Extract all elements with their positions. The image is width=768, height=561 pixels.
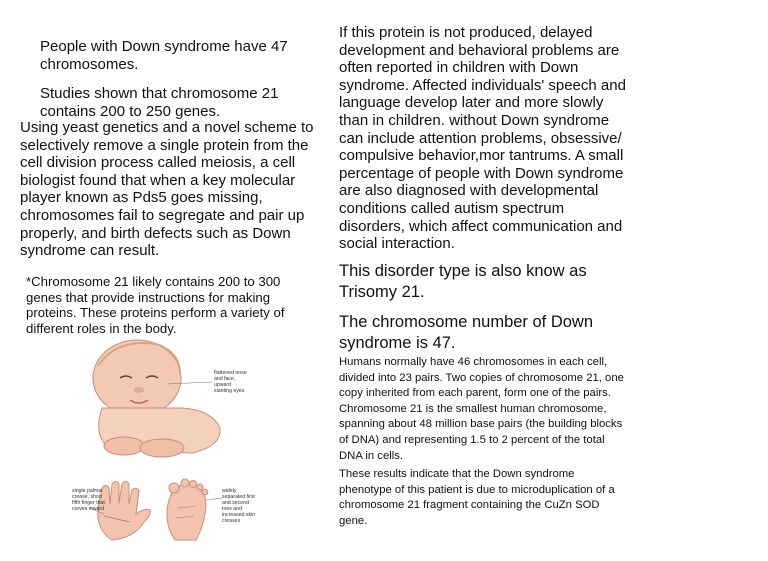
- right-paragraph-trisomy: This disorder type is also know as Trisomy 21.: [339, 262, 587, 301]
- right-paragraph-chromosome-number: The chromosome number of Down syndrome is 47.: [339, 313, 594, 352]
- right-paragraph-results: These results indicate that the Down syndrome phenotype of this patient is due to microduplication of a chromosome 21 fragment containing the CuZn SOD gene.: [339, 468, 615, 527]
- left-paragraph-chromosome-count: People with Down syndrome have 47 chromosomes.: [40, 38, 288, 73]
- right-paragraph-chromosome-pairs: Humans normally have 46 chromosomes in each cell, divided into 23 pairs. Two copies of chromosome 21, one copy inherited from each parent, form one of the pairs. Chromosome 21 is the smallest human chromosome, spanning about 48 million base pairs (the building blocks of DNA) and representing 1.5 to 2 percent of the total DNA in cells.: [339, 356, 624, 462]
- figure-label-face: flattened nose and face, upward slanting eyes: [214, 370, 247, 394]
- left-note-chromosome-21-genes: *Chromosome 21 likely contains 200 to 300 genes that provide instructions for making proteins. These proteins perform a variety of different roles in the body.: [26, 274, 285, 336]
- left-paragraph-pds5-research: Using yeast genetics and a novel scheme to selectively remove a single protein from the cell division process called meiosis, a cell biologist found that when a key molecular player known as Pds5 goes missing, chromosomes fail to segregate and pair up properly, and birth defects such as Down syndrome can result.: [20, 119, 314, 260]
- figure-label-palm: single palmar crease, short fifth finger that curves inward: [72, 488, 105, 512]
- left-paragraph-gene-count: Studies shown that chromosome 21 contains 200 to 250 genes.: [40, 85, 279, 120]
- infant-illustration: [72, 338, 258, 546]
- figure-label-toes: widely separated first and second toes and increased skin creases: [222, 488, 256, 524]
- right-paragraph-development: If this protein is not produced, delayed development and behavioral problems are often reported in children with Down syndrome. Affected individuals' speech and language develop later and more slowly than in children. without Down syndrome can include attention problems, obsessive/ compulsive behavior,mor tantrums. A small percentage of people with Down syndrome are also diagnosed with developmental conditions called autism spectrum disorders, which affect communication and social interaction.: [339, 24, 626, 253]
